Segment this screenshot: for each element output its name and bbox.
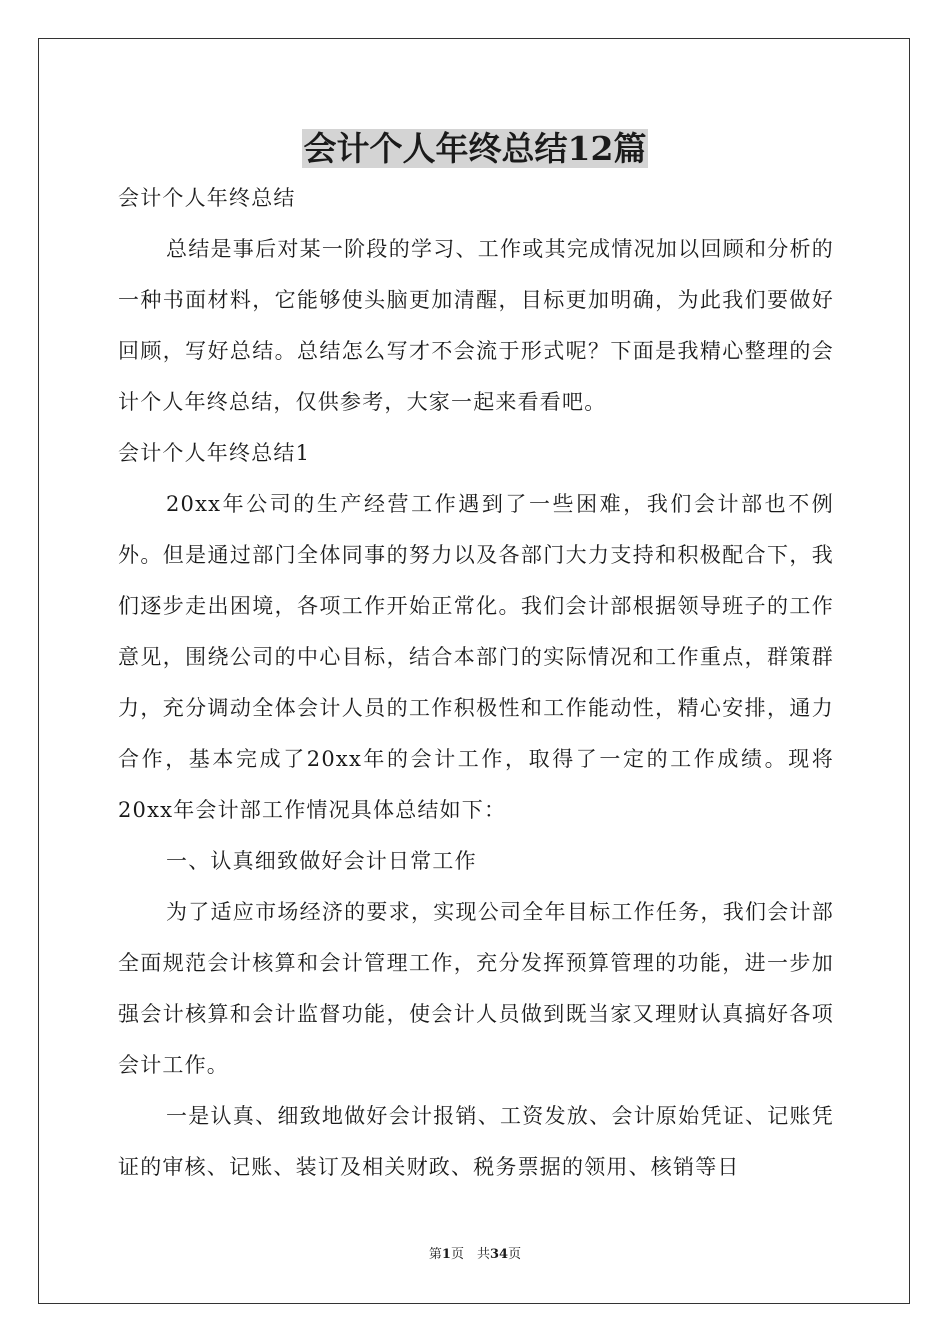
document-title-text: 会计个人年终总结12篇 bbox=[303, 129, 647, 168]
section-heading: 会计个人年终总结1 bbox=[118, 441, 311, 465]
page-suffix: 页 bbox=[508, 1247, 522, 1262]
current-page-number: 1 bbox=[441, 1247, 451, 1262]
document-body bbox=[118, 173, 834, 1193]
body-paragraph: 20xx年公司的生产经营工作遇到了一些困难，我们会计部也不例外。但是通过部门全体同事的努力以及各部门大力支持和积极配合下，我们逐步走出困境，各项工作开始正常化。我们会计部根据领导班子的工作意见，围绕公司的中心目标，结合本部门的实际情况和工作重点，群策群力，充分调动全体会计人员的工作积极性和工作能动性，精心安排，通力合作，基本完成了20xx年的会计工作，取得了一定的工作成绩。现将20xx年会计部工作情况具体总结如下： bbox=[118, 492, 834, 822]
subsection-heading: 一、认真细致做好会计日常工作 bbox=[166, 849, 477, 873]
page-prefix: 第 bbox=[428, 1247, 442, 1262]
page-number-footer bbox=[0, 1246, 950, 1264]
section-heading: 会计个人年终总结 bbox=[118, 186, 296, 210]
page-mid: 页 共 bbox=[450, 1247, 490, 1262]
intro-paragraph: 总结是事后对某一阶段的学习、工作或其完成情况加以回顾和分析的一种书面材料，它能够使头脑更加清醒，目标更加明确，为此我们要做好回顾，写好总结。总结怎么写才不会流于形式呢？下面是我精心整理的会计个人年终总结，仅供参考，大家一起来看看吧。 bbox=[118, 237, 834, 414]
document-title bbox=[0, 126, 950, 172]
body-paragraph: 一是认真、细致地做好会计报销、工资发放、会计原始凭证、记账凭证的审核、记账、装订及相关财政、税务票据的领用、核销等日 bbox=[118, 1104, 834, 1179]
body-paragraph: 为了适应市场经济的要求，实现公司全年目标工作任务，我们会计部全面规范会计核算和会计管理工作，充分发挥预算管理的功能，进一步加强会计核算和会计监督功能，使会计人员做到既当家又理财认真搞好各项会计工作。 bbox=[118, 900, 834, 1077]
total-page-count: 34 bbox=[489, 1247, 509, 1262]
